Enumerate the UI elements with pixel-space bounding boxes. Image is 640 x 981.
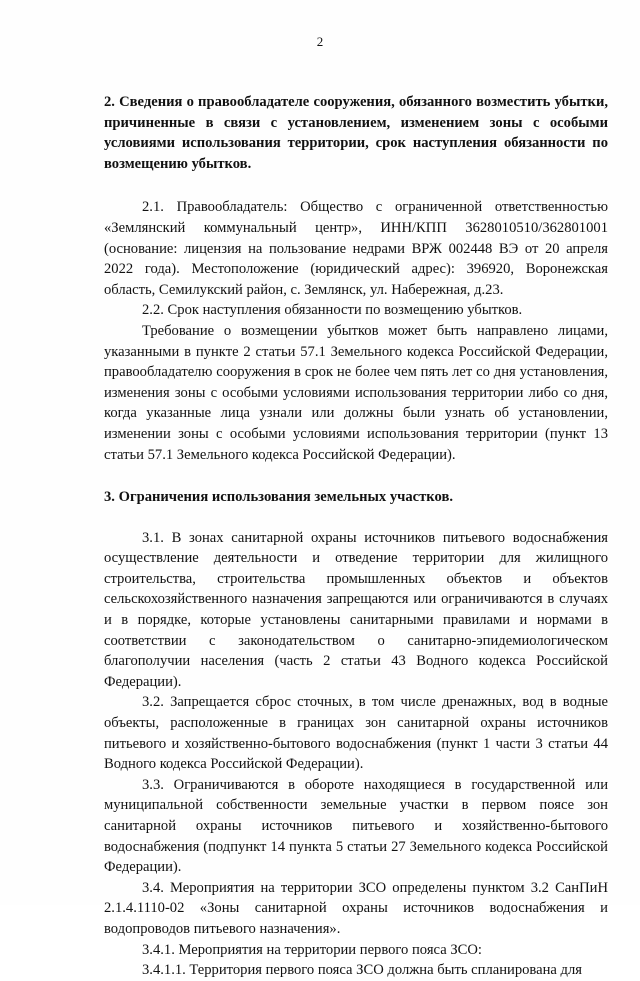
paragraph-2-2: 2.2. Срок наступления обязанности по возмещению убытков. (142, 302, 523, 319)
paragraph-2-2-text: Требование о возмещении убытков может быть направлено лицами, указанными в пункте 2 статьи 57.1 Земельного кодекса Российской Федерации, правообладателю сооружения в срок не более чем пять лет со дня установления, изменения зоны с особыми условиями использования территории либо со дня, когда указанные лица узнали или должны были узнать об установлении, изменении зоны с особыми условиями использования территории (пункт 13 статьи 57.1 Земельного кодекса Российской Федерации). (104, 322, 608, 463)
paragraph-2-1: 2.1. Правообладатель: Общество с ограниченной ответственностью «Землянский коммунальный центр», ИНН/КПП 3628010510/362801001 (основание: лицензия на пользование недрами ВРЖ 002448 ВЭ от 20 апреля 2022 года). Местоположение (юридический адрес): 396920, Воронежская область, Семилукский район, с. Землянск, ул. Набережная, д.23. (104, 199, 608, 298)
page-number: 2 (316, 34, 324, 49)
paragraph-3-4-1-1: 3.4.1.1. Территория первого пояса ЗСО должна быть спланирована для (142, 962, 582, 979)
document-body (104, 92, 608, 981)
paragraph-3-2: 3.2. Запрещается сброс сточных, в том числе дренажных, вод в водные объекты, расположенные в границах зон санитарной охраны источников питьевого и хозяйственно-бытового водоснабжения (пункт 1 части 3 статьи 44 Водного кодекса Российской Федерации). (104, 694, 608, 773)
paragraph-3-4: 3.4. Мероприятия на территории ЗСО определены пунктом 3.2 СанПиН 2.1.4.1110-02 «Зоны санитарной охраны источников водоснабжения и водопроводов питьевого назначения». (104, 879, 608, 937)
paragraph-3-1: 3.1. В зонах санитарной охраны источников питьевого водоснабжения осуществление деятельности и отведение территории для жилищного строительства, строительства промышленных объектов и объектов сельскохозяйственного назначения запрещаются или ограничиваются в случаях и в порядке, которые установлены санитарными правилами и нормами в соответствии с законодательством о санитарно-эпидемиологическом благополучии населения (часть 2 статьи 43 Водного кодекса Российской Федерации). (104, 529, 608, 690)
section-3-heading: 3. Ограничения использования земельных участков. (104, 489, 453, 506)
paragraph-3-3: 3.3. Ограничиваются в обороте находящиеся в государственной или муниципальной собственности земельные участки в первом поясе зон санитарной охраны источников питьевого и хозяйственно-бытового водоснабжения (подпункт 14 пункта 5 статьи 27 Земельного кодекса Российской Федерации). (104, 776, 608, 876)
paragraph-3-4-1: 3.4.1. Мероприятия на территории первого пояса ЗСО: (142, 941, 482, 958)
section-2-heading: 2. Сведения о правообладателе сооружения, обязанного возместить убытки, причиненные в связи с установлением, изменением зоны с особыми условиями использования территории, срок наступления обязанности по возмещению убытков. (104, 94, 608, 172)
